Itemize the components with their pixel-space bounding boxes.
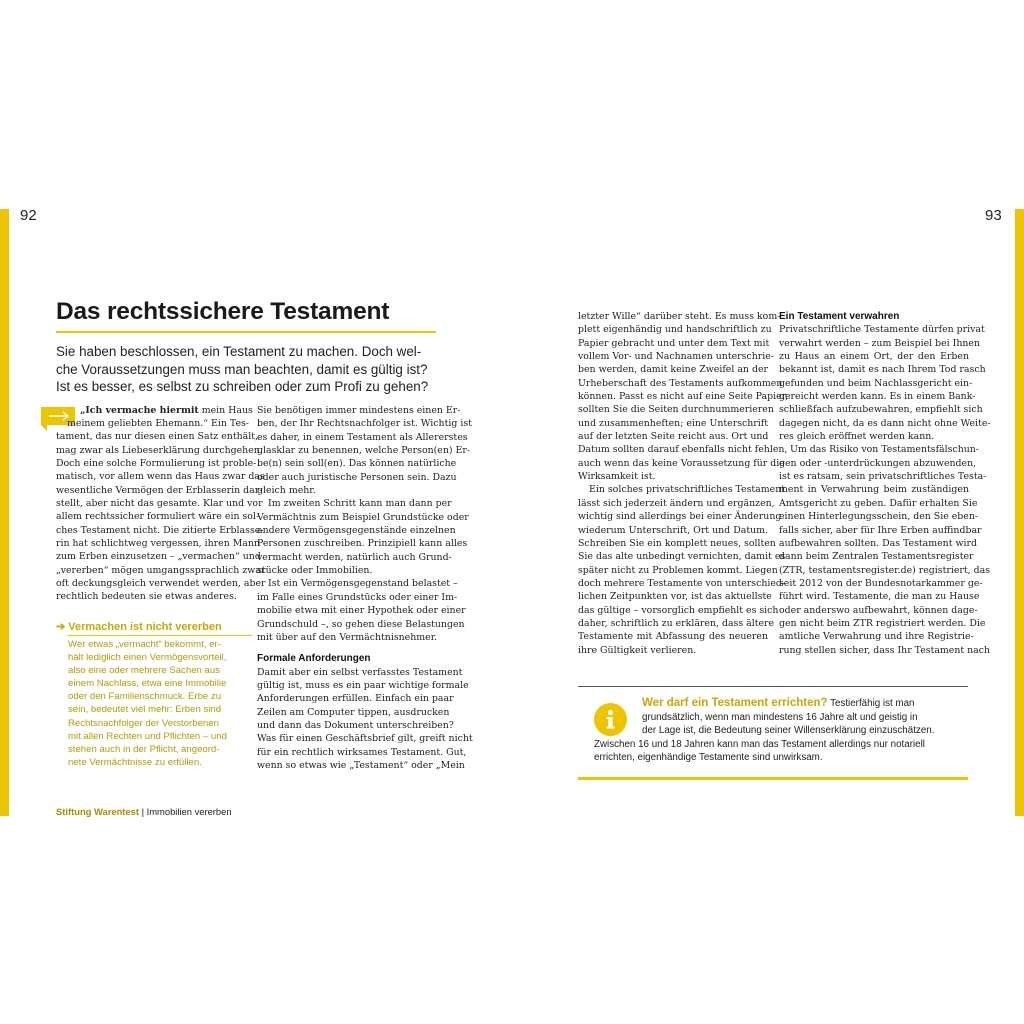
- sidebox-line: Rechtsnachfolger der Verstorbenen: [68, 717, 219, 729]
- text-line: zum Erben einzusetzen – „vermachen“ und: [56, 551, 261, 563]
- text-line: allem rechtssicher formuliert wäre ein sol-: [56, 511, 260, 523]
- text-line: aufbewahren sollten. Das Testament wird: [779, 537, 977, 549]
- text-line: res gleich eröffnet werden kann.: [779, 431, 935, 443]
- text-line: plett eigenhändig und handschriftlich zu: [578, 324, 772, 336]
- arrow-right-icon: ➔: [56, 621, 66, 633]
- text-line: rechtlich bedeuten sie etwas anderes.: [56, 591, 237, 603]
- sidebox: [56, 620, 252, 769]
- lead-paragraph: [56, 343, 440, 396]
- text-line: Amtsgericht zu geben. Dafür erhalten Sie: [779, 497, 978, 509]
- text-line: gen oder -unterdrückungen abzuwenden,: [779, 457, 977, 469]
- text-line: Testamente mit Abfassung des neueren: [578, 631, 768, 643]
- text-line: Urheberschaft des Testaments aufkommen: [578, 377, 783, 389]
- text-line: Datum sollten darauf ebenfalls nicht fehlen,: [578, 444, 788, 456]
- text-line: ben, der Ihr Rechtsnachfolger ist. Wichtig ist: [257, 418, 472, 430]
- infobox-first-line: Wer darf ein Testament errichten? Testierfähig ist man: [642, 697, 915, 709]
- text-line: ist es ratsam, sein privatschriftliches Testa-: [779, 471, 987, 483]
- column-4: [779, 310, 991, 657]
- text-line: dann beim Zentralen Testamentsregister: [779, 551, 974, 563]
- lead-line: Sie haben beschlossen, ein Testament zu machen. Doch wel-: [56, 344, 422, 359]
- text-line: gefunden und beim Nachlassgericht ein-: [779, 377, 973, 389]
- text-line: schließfach aufzubewahren, empfiehlt sich: [779, 404, 983, 416]
- text-line: Um das Risiko von Testamentsfälschun-: [790, 444, 979, 456]
- text-line: für ein rechtlich wirksames Testament. Gut,: [257, 746, 467, 758]
- text-line: zu Haus an einem Ort, der den Erben: [779, 351, 969, 363]
- text-line: (ZTR, testamentsregister.de) registriert, das: [779, 564, 990, 576]
- text-line: ches Testament nicht. Die zitierte Erblasse-: [56, 524, 264, 536]
- page-number-right: 93: [985, 207, 1002, 224]
- title-underline: [56, 331, 436, 333]
- sidebox-line: also eine oder mehrere Sachen aus: [68, 665, 220, 677]
- sidebox-rule: [68, 635, 252, 636]
- text-line: rung stellen sicher, dass Ihr Testament nach: [779, 644, 991, 656]
- text-line: ment in Verwahrung beim zuständigen: [779, 484, 969, 496]
- text-line: wesentliche Vermögen der Erblasserin dar-: [56, 484, 263, 496]
- lead-line: che Voraussetzungen muss man beachten, damit es gültig ist?: [56, 361, 428, 377]
- text-line: ben werden, damit keine Zweifel an der: [578, 364, 768, 376]
- text-line: mag zwar als Liebeserklärung durchgehen.: [56, 444, 263, 456]
- text-line: glasklar zu benennen, welche Person(en) Er-: [257, 445, 471, 457]
- infobox-text: [594, 697, 962, 765]
- column-3: [578, 310, 789, 657]
- infobox-line: grundsätzlich, wenn man mindestens 16 Jahre alt und geistig in: [642, 711, 918, 723]
- column-2: [257, 404, 473, 772]
- text-line: Papier gebracht und unter dem Text mit: [578, 337, 770, 349]
- article-title: Das rechtssichere Testament: [56, 298, 390, 325]
- text-line: falls sicher, aber für Ihre Erben auffindbar: [779, 524, 982, 536]
- footer-brand: Stiftung Warentest: [56, 806, 139, 817]
- text-line: lässt sich jederzeit ändern und ergänzen,: [578, 497, 775, 509]
- text-line: Sie das alte unbedingt vernichten, damit es: [578, 551, 786, 563]
- sidebox-line: stehen auch in der Pflicht, angeord-: [68, 743, 220, 755]
- text-line: gültig ist, muss es ein paar wichtige formale: [257, 679, 469, 691]
- text-line: im Falle eines Grundstücks oder einer Im-: [257, 591, 458, 603]
- text-line: es daher, in einem Testament als Allererstes: [257, 431, 468, 443]
- text-line: gen nicht beim ZTR registriert werden. Die: [779, 617, 986, 629]
- text-line: Vermächtnis zum Beispiel Grundstücke oder: [257, 511, 469, 523]
- text-line: Schreiben Sie ein komplett neues, sollten: [578, 537, 776, 549]
- infobox-top-rule: [578, 686, 968, 687]
- text-line: Doch eine solche Formulierung ist proble-: [56, 458, 257, 470]
- text-line: wenn so etwas wie „Testament“ oder „Mein: [257, 759, 465, 771]
- text-line: stellt, aber nicht das gesamte. Klar und vor: [56, 498, 263, 510]
- text-line: Personen zuschreiben. Prinzipiell kann alles: [257, 538, 468, 550]
- sidebox-line: mit allen Rechten und Pflichten – und: [68, 730, 227, 742]
- column-1-body: [56, 417, 266, 604]
- infobox-heading: Wer darf ein Testament errichten?: [642, 697, 828, 709]
- infobox-line: der Lage ist, die Bedeutung seiner Willenserklärung einzuschätzen.: [642, 725, 935, 737]
- text-line: Im zweiten Schritt kann man dann per: [268, 498, 452, 510]
- footer: [56, 806, 232, 817]
- text-line: Wirksamkeit ist.: [578, 471, 656, 483]
- sidebox-line: hält lediglich einen Vermögensvorteil,: [68, 652, 227, 664]
- text-line: stücke oder Immobilien.: [257, 565, 373, 577]
- text-line: be(n) sein soll(en). Das können natürliche: [257, 458, 457, 470]
- text-line: einen Hinterlegungsschein, den Sie eben-: [779, 511, 979, 523]
- section-heading: Formale Anforderungen: [257, 653, 371, 665]
- sidebox-line: einem Nachlass, etwa eine Immobilie: [68, 678, 227, 690]
- text-line: wichtig sind allerdings bei einer Änderung: [578, 511, 782, 523]
- text-line: Grundschuld –, so gehen diese Belastungen: [257, 618, 465, 630]
- sidebox-line: sein, bedeutet viel mehr: Erben sind: [68, 704, 222, 716]
- text-line: wiederum Unterschrift, Ort und Datum.: [578, 524, 768, 536]
- text-line: mit über auf den Vermächtnisnehmer.: [257, 631, 438, 643]
- text-line: Ein solches privatschriftliches Testament: [589, 484, 785, 496]
- text-line: bekannt ist, damit es nach Ihrem Tod rasch: [779, 364, 986, 376]
- text-line: mobilie etwa mit einer Hypothek oder einer: [257, 605, 466, 617]
- text-line: rin hat schlichtweg vergessen, ihren Mann: [56, 538, 260, 550]
- text-line: tament, das nur diesen einen Satz enthält,: [56, 431, 258, 443]
- text-line: und dann das Dokument unterschreiben?: [257, 719, 454, 731]
- text-line: gleich mehr.: [257, 485, 316, 497]
- text-line: und zusammenheften; eine Unterschrift: [578, 417, 769, 429]
- left-edge-bar: [0, 209, 9, 816]
- footer-section: Immobilien vererben: [146, 806, 232, 817]
- text-line: Was für einen Geschäftsbrief gilt, greift nicht: [257, 733, 473, 745]
- text-line: ihre Gültigkeit verlieren.: [578, 644, 697, 656]
- quote-rest: mein Haus: [198, 405, 253, 416]
- text-line: Anforderungen erfüllen. Einfach ein paar: [257, 693, 454, 705]
- text-line: dagegen nicht, da es dann nicht ohne Weite-: [779, 417, 991, 429]
- sidebox-line: oder den Familienschmuck. Erbe zu: [68, 691, 222, 703]
- text-line: Damit aber ein selbst verfasstes Testament: [257, 666, 463, 678]
- text-line: oft deckungsgleich verwendet werden, aber: [56, 578, 266, 590]
- text-line: auch wenn das keine Voraussetzung für die: [578, 457, 785, 469]
- sidebox-line: Wer etwas „vermacht“ bekommt, er-: [68, 639, 221, 650]
- text-line: oder auch juristische Personen sein. Dazu: [257, 471, 457, 483]
- text-line: später nicht zu Problemen kommt. Liegen: [578, 564, 778, 576]
- quote-bold: „Ich vermache hiermit: [80, 405, 199, 416]
- text-line: auf der letzten Seite reicht aus. Ort und: [578, 431, 769, 443]
- text-line: können. Passt es nicht auf eine Seite Papier,: [578, 391, 789, 403]
- text-line: Privatschriftliche Testamente dürfen privat: [779, 324, 985, 336]
- sidebox-line: nete Vermächtnisse zu erfüllen.: [68, 756, 202, 768]
- text-line: sollten Sie die Seiten durchnummerieren: [578, 404, 774, 416]
- text-line: meinem geliebten Ehemann.“ Ein Tes-: [67, 418, 249, 429]
- text-line: „vererben“ mögen umgangssprachlich zwar: [56, 564, 266, 576]
- page-number-left: 92: [20, 207, 37, 224]
- footer-separator: |: [138, 806, 147, 817]
- text-line: verwahrt werden – zum Beispiel bei Ihnen: [779, 337, 981, 349]
- infobox-bottom-rule: [578, 777, 968, 780]
- text-line: gereicht werden kann. Es in einem Bank-: [779, 391, 976, 403]
- right-edge-bar: [1015, 209, 1024, 816]
- text-line: oder anderswo aufbewahrt, können dage-: [779, 604, 978, 616]
- spacer: [257, 644, 447, 652]
- column-1: [80, 404, 253, 417]
- quote-line: [80, 404, 253, 417]
- sidebox-text: [56, 638, 252, 769]
- section-heading: Ein Testament verwahren: [779, 311, 900, 322]
- text-line: führt wird. Testamente, die man zu Hause: [779, 591, 980, 603]
- text-line: andere Vermögensgegenstände einzelnen: [257, 525, 456, 537]
- lead-line: Ist es besser, es selbst zu schreiben oder zum Profi zu gehen?: [56, 379, 429, 394]
- text-line: das gültige – vorsorglich empfiehlt es sich: [578, 604, 779, 616]
- text-line: vermacht werden, natürlich auch Grund-: [257, 551, 452, 563]
- sidebox-heading: ➔ Vermachen ist nicht vererben: [56, 621, 222, 633]
- text-line: lichen Zeitpunkten vor, ist das aktuellste: [578, 591, 772, 603]
- text-line: amtliche Verwahrung und ihre Registrie-: [779, 631, 974, 643]
- text-line: vollem Vor- und Nachnamen unterschrie-: [578, 351, 774, 363]
- infobox-line: Zwischen 16 und 18 Jahren kann man das Testament allerdings nur notariell: [594, 738, 925, 750]
- text-line: matisch, vor allem wenn das Haus zwar das: [56, 471, 265, 483]
- text-line: Sie benötigen immer mindestens einen Er-: [257, 405, 461, 416]
- text-line: letzter Wille“ darüber steht. Es muss kom-: [578, 311, 781, 322]
- text-line: daher, schriftlich zu erklären, dass ältere: [578, 617, 775, 629]
- text-line: Ist ein Vermögensgegenstand belastet –: [268, 578, 458, 590]
- text-line: Zeilen am Computer tippen, ausdrucken: [257, 706, 450, 718]
- text-line: doch mehrere Testamente von unterschied-: [578, 577, 786, 589]
- infobox-line: errichten, eigenhändige Testamente sind unwirksam.: [594, 752, 823, 764]
- text-line: seit 2012 von der Bundesnotarkammer ge-: [779, 577, 983, 589]
